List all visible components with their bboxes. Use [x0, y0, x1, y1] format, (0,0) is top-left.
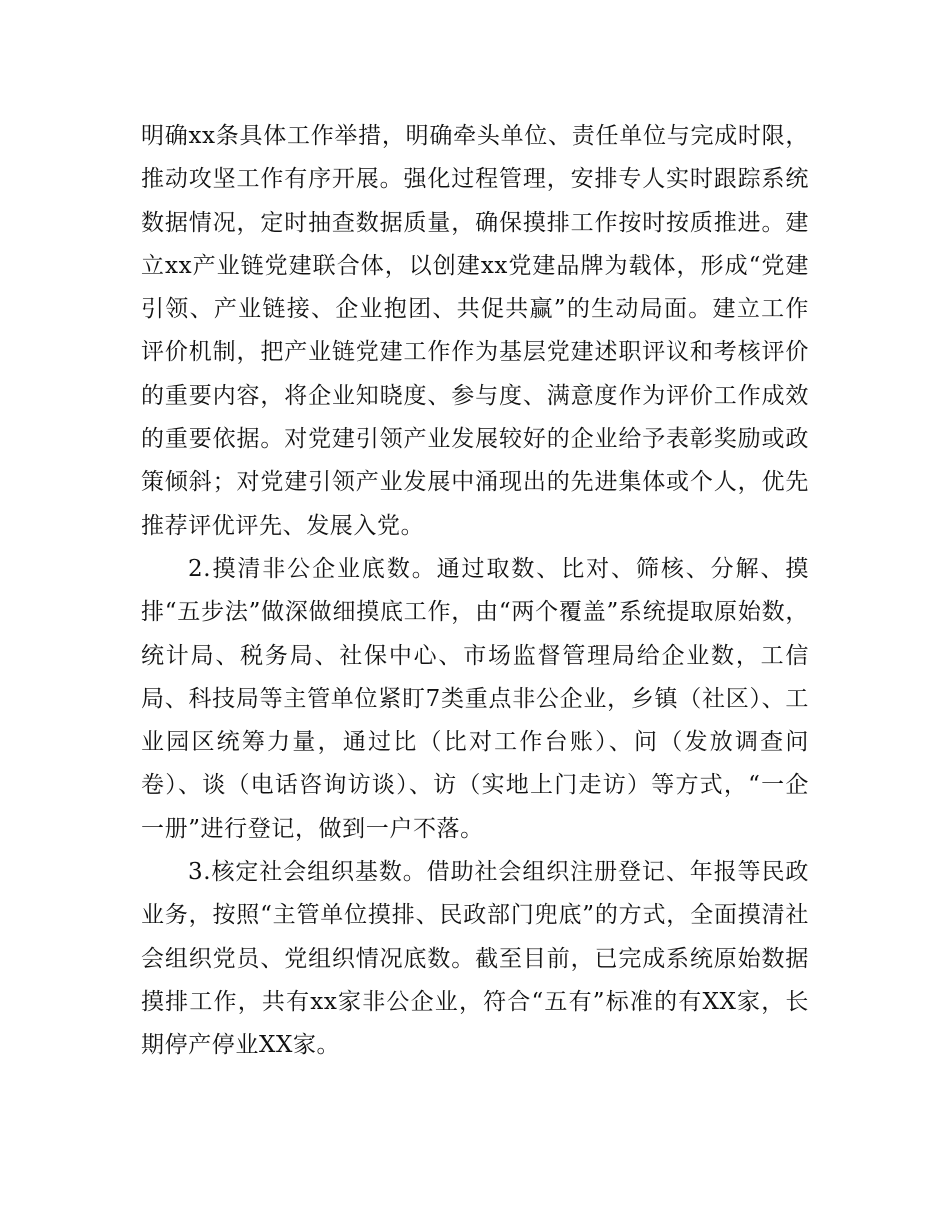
paragraph-continuation: 明确xx条具体工作举措，明确牵头单位、责任单位与完成时限，推动攻坚工作有序开展。强化过程管理，安排专人实时跟踪系统数据情况，定时抽查数据质量，确保摸排工作按时按质推进。建立xx产业链党建联合体，以创建xx党建品牌为载体，形成“党建引领、产业链接、企业抱团、共促共赢”的生动局面。建立工作评价机制，把产业链党建工作作为基层党建述职评议和考核评价的重要内容，将企业知晓度、参与度、满意度作为评价工作成效的重要依据。对党建引领产业发展较好的企业给予表彰奖励或政策倾斜；对党建引领产业发展中涌现出的先进集体或个人，优先推荐评优评先、发展入党。 [141, 123, 809, 539]
paragraph-3-social-org-count: 3.核定社会组织基数。借助社会组织注册登记、年报等民政业务，按照“主管单位摸排、民政部门兜底”的方式，全面摸清社会组织党员、党组织情况底数。截至目前，已完成系统原始数据摸排工作，共有xx家非公企业，符合“五有”标准的有XX家，长期停产停业XX家。 [141, 859, 809, 1059]
paragraph-2-enterprise-count: 2.摸清非公企业底数。通过取数、比对、筛核、分解、摸排“五步法”做深做细摸底工作，由“两个覆盖”系统提取原始数，统计局、税务局、社保中心、市场监督管理局给企业数，工信局、科技局等主管单位紧盯7类重点非公企业，乡镇（社区）、工业园区统筹力量，通过比（比对工作台账）、问（发放调查问卷）、谈（电话咨询访谈）、访（实地上门走访）等方式，“一企一册”进行登记，做到一户不落。 [141, 555, 809, 842]
document-body [141, 115, 809, 1068]
